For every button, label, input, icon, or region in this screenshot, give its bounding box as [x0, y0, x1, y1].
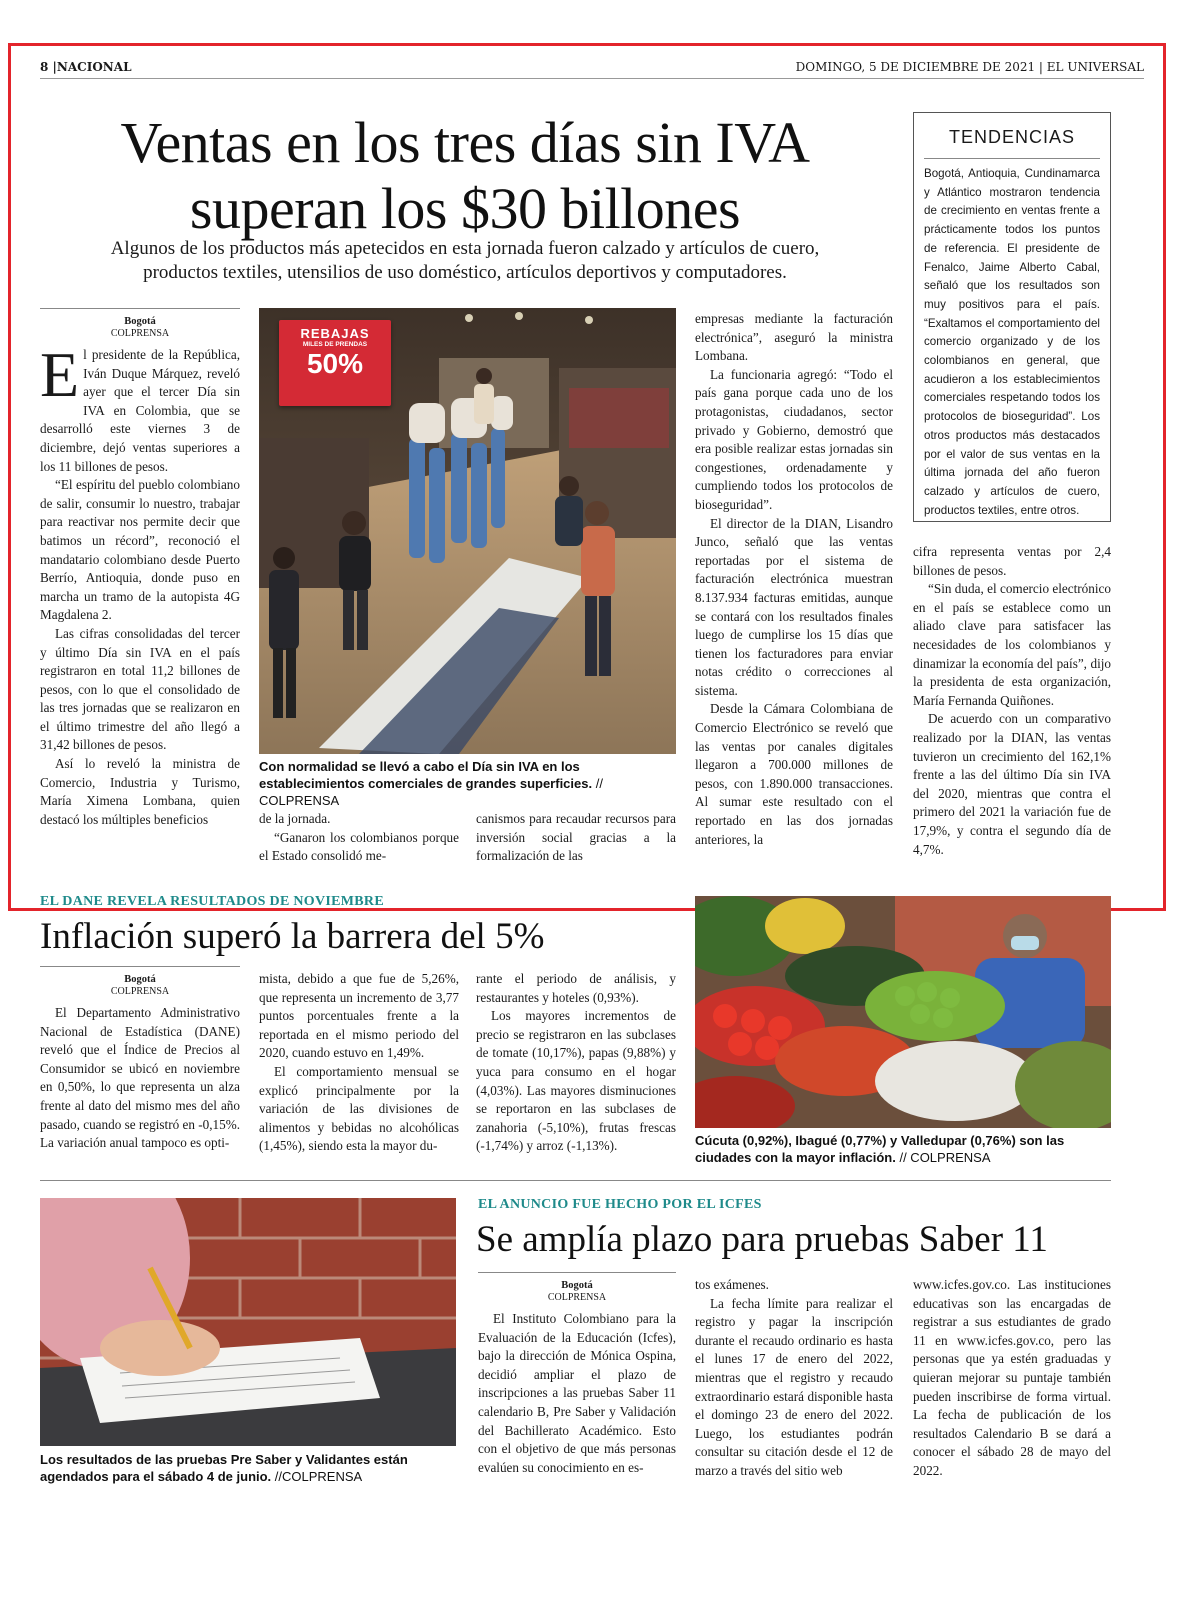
paragraph: Desde la Cámara Colombiana de Comercio Electrónico se reveló que las ventas por canales digitales llegaron a 700.000 millones de pesos, con 1.890.000 transacciones. Al sumar este resultado con el reportado en las dos jornadas anteriores, la — [695, 701, 893, 847]
paragraph: mista, debido a que fue de 5,26%, que representa un incremento de 3,77 puntos porcentuales frente a la reportada en el mismo periodo del 2020, cuando estuvo en 1,49%. — [259, 971, 459, 1061]
caption-credit: //COLPRENSA — [274, 1469, 363, 1484]
icfes-headline: Se amplía plazo para pruebas Saber 11 — [476, 1219, 1048, 1260]
main-deck — [40, 237, 890, 285]
column-rule — [40, 966, 240, 967]
running-header — [40, 58, 1144, 79]
exam-photo-illustration — [40, 1198, 456, 1446]
paragraph: cifra representa ventas por 2,4 billones de pesos. — [913, 544, 1111, 578]
exam-photo — [40, 1198, 456, 1446]
sidebar-tendencias — [913, 112, 1111, 522]
icfes-kicker: EL ANUNCIO FUE HECHO POR EL ICFES — [478, 1197, 762, 1212]
main-col-4 — [695, 310, 893, 849]
paragraph: El Instituto Colombiano para la Evaluación de la Educación (Icfes), bajo la dirección de Mónica Ospina, decidió ampliar el plazo de inscripciones a las pruebas Saber 11 calendario B, Pre Saber y Validación del Bachillerato Académico. Esto con el objetivo de que más personas evalúen su conocimiento en es- — [478, 1311, 676, 1475]
icfes-col-3 — [913, 1276, 1111, 1481]
main-headline-line-2: superan los $30 billones — [189, 176, 741, 241]
paragraph: l presidente de la República, Iván Duque Márquez, reveló ayer que el tercer Día sin IVA en Colombia, que se desarrolló este viernes 3 de diciembre, dejó ventas superiores a los 11 billones de pesos. — [40, 347, 240, 474]
inflation-col-2 — [259, 970, 459, 1156]
rebajas-sign — [279, 320, 391, 406]
paragraph: El Departamento Administrativo Nacional de Estadística (DANE) reveló que el Índice de Precios al Consumidor se ubicó en noviembre en 0,50%, lo que representa un alza frente al dato del mismo mes del año pasado, cuando se registró en -0,15%. La variación anual tampoco es opti- — [40, 1005, 240, 1151]
caption-text: Con normalidad se llevó a cabo el Día sin IVA en los establecimientos comerciales de grandes superficies. — [259, 759, 593, 791]
sidebar-body: Bogotá, Antioquia, Cundinamarca y Atlántico mostraron tendencia de crecimiento en ventas frente a prácticamente todos los puntos de referencia. El presidente de Fenalco, Jaime Alberto Cabal, señaló que los resultados son muy positivos para el país. “Exaltamos el comportamiento del comercio organizado y de los colombianos en general, que acudieron a los establecimientos comerciales respetando todos los protocolos de bioseguridad”. Los otros productos más destacados por el valor de sus ventas en la última jornada del año fueron calzado y artículos de cuero, productos textiles, entre otros. — [924, 167, 1100, 517]
paragraph: de la jornada. — [259, 811, 331, 826]
paragraph: Las cifras consolidadas del tercer y último Día sin IVA en el país registraron en total 11,2 billones de pesos, con lo que el consolidado de las tres jornadas que se realizaron en el último trimestre del año llegó a 31,42 billones de pesos. — [40, 625, 240, 753]
paragraph: De acuerdo con un comparativo realizado por la DIAN, las ventas tuvieron un crecimiento del 162,1% frente a las del último Día sin IVA del 2020, mientras que contra el primero del 2021 la variación fue de 17,9%, y contra el segundo día de 4,7%. — [913, 711, 1111, 857]
page-section: 8 |NACIONAL — [40, 60, 132, 74]
paragraph: empresas mediante la facturación electrónica”, aseguró la ministra Lombana. — [695, 311, 893, 364]
paragraph: La fecha límite para realizar el registro y pagar la inscripción durante el recaudo ordinario es hasta el lunes 17 de enero del 2022, mientras que el registro y recaudo extraordinario estará disponible hasta el domingo 23 de enero del 2022. Luego, los estudiantes podrán consultar su citación desde el 12 de marzo a través del sitio web — [695, 1295, 893, 1478]
main-headline — [40, 110, 890, 242]
caption-credit: // COLPRENSA — [259, 776, 603, 808]
paragraph: El director de la DIAN, Lisandro Junco, señaló que las ventas reportadas por el sistema de facturación electrónica muestran 8.137.934 facturas emitidas, aunque se contará con los resultados finales luego de cumplirse los 15 días que tienen los facturadores para enviar notas crédito o correcciones al sistema. — [695, 515, 893, 698]
sign-subtitle: MILES DE PRENDAS — [302, 341, 368, 348]
byline-city: Bogotá — [124, 316, 156, 327]
column-rule — [478, 1272, 676, 1273]
inflation-byline — [40, 974, 240, 998]
caption-credit: // COLPRENSA — [899, 1150, 991, 1165]
inflation-col-1 — [40, 1004, 240, 1153]
store-photo-caption — [259, 758, 676, 809]
paragraph: El comportamiento mensual se explicó principalmente por la variación de las divisiones de alimentos y bebidas no alcohólicas (1,45%), siendo esta la mayor du- — [259, 1063, 459, 1154]
paragraph: rante el periodo de análisis, y restaurantes y hoteles (0,93%). — [476, 971, 676, 1005]
sidebar-divider — [924, 158, 1100, 159]
caption-text: Cúcuta (0,92%), Ibagué (0,77%) y Valledupar (0,76%) son las ciudades con la mayor inflación. — [695, 1133, 1065, 1165]
market-photo-illustration — [695, 896, 1111, 1128]
section-divider — [40, 1180, 1111, 1181]
column-rule — [40, 308, 240, 309]
paragraph: “Sin duda, el comercio electrónico en el país se establece como un aliado clave para satisfacer las necesidades de los colombianos y dinamizar la economía del país”, dijo la presidenta de esta organización, María Fernanda Quiñones. — [913, 581, 1111, 708]
drop-cap: E — [40, 339, 80, 410]
main-headline-line-1: Ventas en los tres días sin IVA — [120, 110, 810, 175]
paragraph: La funcionaria agregó: “Todo el país gana porque cada uno de los protagonistas, ciudadanos, sector privado y Gobierno, demostró que era posible realizar estas jornadas sin congestiones, ordenadamente y cumpliendo todos los protocolos de bioseguridad”. — [695, 366, 893, 512]
main-col-2 — [259, 810, 459, 866]
main-col-1 — [40, 339, 240, 829]
sign-percentage: 50% — [306, 348, 364, 379]
main-col-5 — [913, 543, 1111, 859]
paragraph: tos exámenes. — [695, 1277, 769, 1292]
byline-agency: COLPRENSA — [547, 1292, 607, 1303]
paragraph: www.icfes.gov.co. Las instituciones educativas son las encargadas de registrar a sus estudiantes de grado 11 en www.icfes.gov.co, pero las personas que ya estén graduadas y quieran mejorar su puntaje también pueden inscribirse de forma virtual. La fecha de publicación de los resultados Calendario B se dará a conocer el sábado 28 de mayo del 2022. — [913, 1277, 1111, 1478]
market-photo-caption — [695, 1132, 1111, 1166]
inflation-col-3 — [476, 970, 676, 1156]
inflation-headline: Inflación superó la barrera del 5% — [40, 916, 545, 957]
icfes-col-1 — [478, 1310, 676, 1477]
caption-text: Los resultados de las pruebas Pre Saber y Validantes están agendados para el sábado 4 de junio. — [40, 1452, 408, 1484]
icfes-byline — [478, 1280, 676, 1304]
paragraph: “El espíritu del pueblo colombiano de salir, consumir lo nuestro, trabajar para reactivar nos permite decir que batimos un récord”, reconoció el mandatario colombiano desde Puerto Berrío, Antioquia, donde puso en marcha un tramo de la autopista 4G Magdalena 2. — [40, 477, 240, 623]
exam-photo-caption — [40, 1451, 456, 1485]
byline-agency: COLPRENSA — [110, 328, 170, 339]
main-byline — [40, 316, 240, 340]
paragraph: canismos para recaudar recursos para inversión social gracias a la formalización de las — [476, 811, 676, 864]
sidebar-title: TENDENCIAS — [948, 127, 1075, 147]
paragraph: “Ganaron los colombianos porque el Estado consolidó me- — [259, 829, 459, 864]
inflation-kicker: EL DANE REVELA RESULTADOS DE NOVIEMBRE — [40, 894, 384, 909]
byline-city: Bogotá — [124, 974, 156, 985]
store-photo — [259, 308, 676, 754]
main-deck-line-1: Algunos de los productos más apetecidos en esta jornada fueron calzado y artículos de cuero, — [110, 238, 820, 259]
main-col-3 — [476, 810, 676, 866]
paragraph: Así lo reveló la ministra de Comercio, Industria y Turismo, María Ximena Lombana, quien destacó los múltiples beneficios — [40, 756, 240, 827]
icfes-col-2 — [695, 1276, 893, 1481]
byline-city: Bogotá — [561, 1280, 593, 1291]
sign-title: REBAJAS — [300, 326, 370, 341]
paragraph: Los mayores incrementos de precio se registraron en las subclases de tomate (10,17%), papas (9,88%) y yuca para consumo en el hogar (4,03%). Las mayores disminuciones se reportaron en las subclases de zanahoria (-5,10%), frutas frescas (-1,74%) y arroz (-1,13%). — [476, 1008, 676, 1154]
main-deck-line-2: productos textiles, utensilios de uso doméstico, artículos deportivos y computadores. — [143, 262, 787, 283]
market-photo — [695, 896, 1111, 1128]
byline-agency: COLPRENSA — [110, 986, 170, 997]
date-paper: DOMINGO, 5 DE DICIEMBRE DE 2021 | EL UNIVERSAL — [795, 60, 1144, 74]
